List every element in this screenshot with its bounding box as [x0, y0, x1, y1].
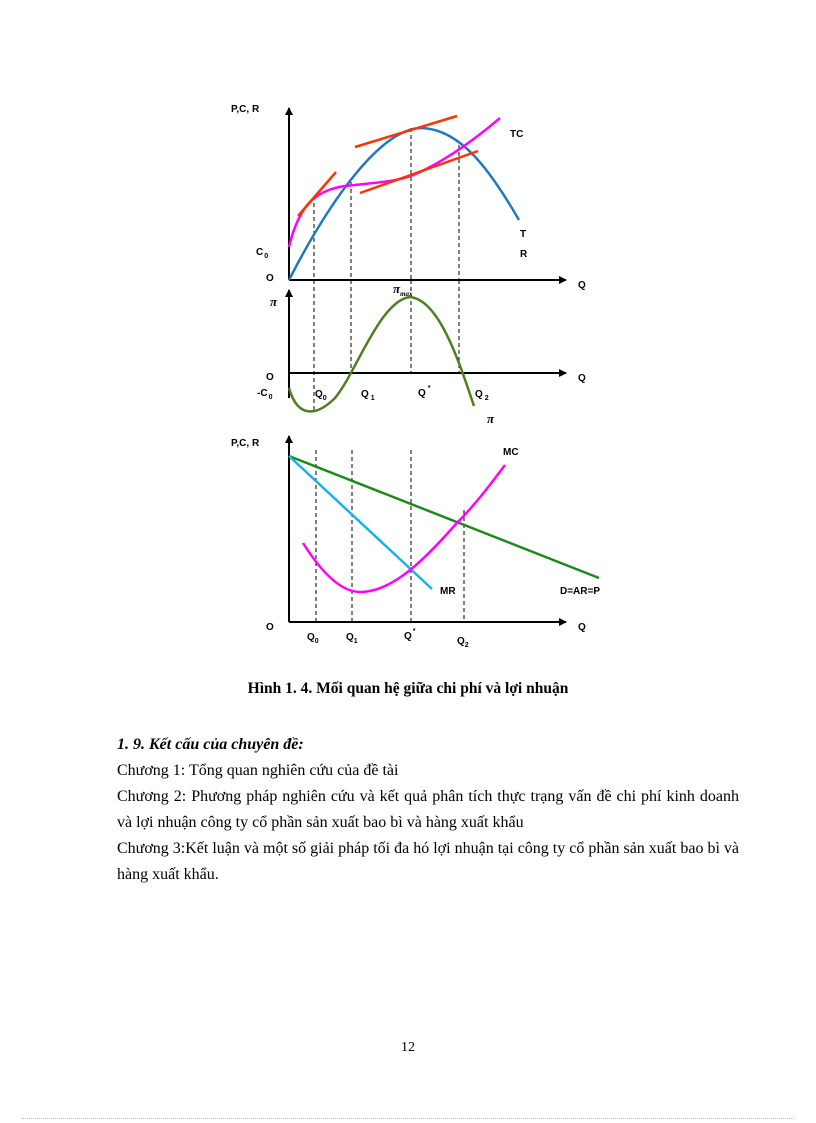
c0-label: $C_0$	[256, 247, 269, 260]
middle-q0-label: $Q_0$	[315, 389, 327, 402]
demand-label: D=AR=P	[560, 586, 601, 597]
neg-c0-label: $-C_0$	[257, 388, 273, 401]
top-y-axis-label: P,C, R	[231, 104, 260, 115]
page-bottom-rule	[22, 1118, 794, 1119]
middle-q2-label: Q $_2$	[475, 389, 489, 402]
tr-curve	[289, 128, 519, 280]
pimax-label: $\pi_{max}$	[393, 281, 413, 298]
bottom-y-axis-label: P,C, R	[231, 438, 260, 449]
top-origin-label: O	[266, 273, 274, 284]
bottom-q0-label: $Q_0$	[307, 632, 319, 645]
tangent-line-3	[360, 151, 478, 193]
middle-q1-label: Q $_1$	[361, 389, 375, 402]
top-panel	[231, 104, 586, 291]
mr-label: MR	[440, 586, 456, 597]
section-title: 1. 9. Kết cấu của chuyên đề:	[117, 736, 304, 753]
page-number: 12	[401, 1040, 415, 1055]
top-x-axis-label: Q	[578, 280, 586, 291]
demand-line	[289, 456, 599, 578]
middle-panel	[257, 280, 586, 426]
tr-label-r: R	[520, 249, 528, 260]
tc-label: TC	[510, 129, 524, 140]
bottom-q1-label: $Q_1$	[346, 632, 358, 645]
middle-y-axis-label: π	[270, 294, 278, 309]
bottom-panel	[231, 436, 600, 649]
mc-label: MC	[503, 447, 519, 458]
chapter-1-text: Chương 1: Tổng quan nghiên cứu của đề tài	[117, 762, 399, 779]
bottom-qstar-label: Q*	[404, 628, 416, 642]
section-body	[117, 732, 739, 888]
profit-curve-label: π	[487, 411, 495, 426]
chapter-3-text: Chương 3:Kết luận và một số giải pháp tối đa hó lợi nhuận tại công ty cổ phần sản xuất bao bì và hàng xuất khẩu.	[117, 840, 739, 883]
middle-qstar-label: Q *	[418, 385, 431, 399]
bottom-x-axis-label: Q	[578, 622, 586, 633]
bottom-q2-label: $Q_2$	[457, 636, 469, 649]
tr-label-t: T	[520, 229, 527, 240]
chapter-2-text: Chương 2: Phương pháp nghiên cứu và kết quả phân tích thực trạng vấn đề chi phí kinh doanh và lợi nhuận công ty cổ phần sản xuất bao bì và hàng xuất khẩu	[117, 788, 739, 831]
bottom-origin-label: O	[266, 622, 274, 633]
middle-origin-label: O	[266, 372, 274, 383]
middle-x-axis-label: Q	[578, 373, 586, 384]
figure-caption: Hình 1. 4. Mối quan hệ giữa chi phí và lợi nhuận	[247, 680, 569, 697]
